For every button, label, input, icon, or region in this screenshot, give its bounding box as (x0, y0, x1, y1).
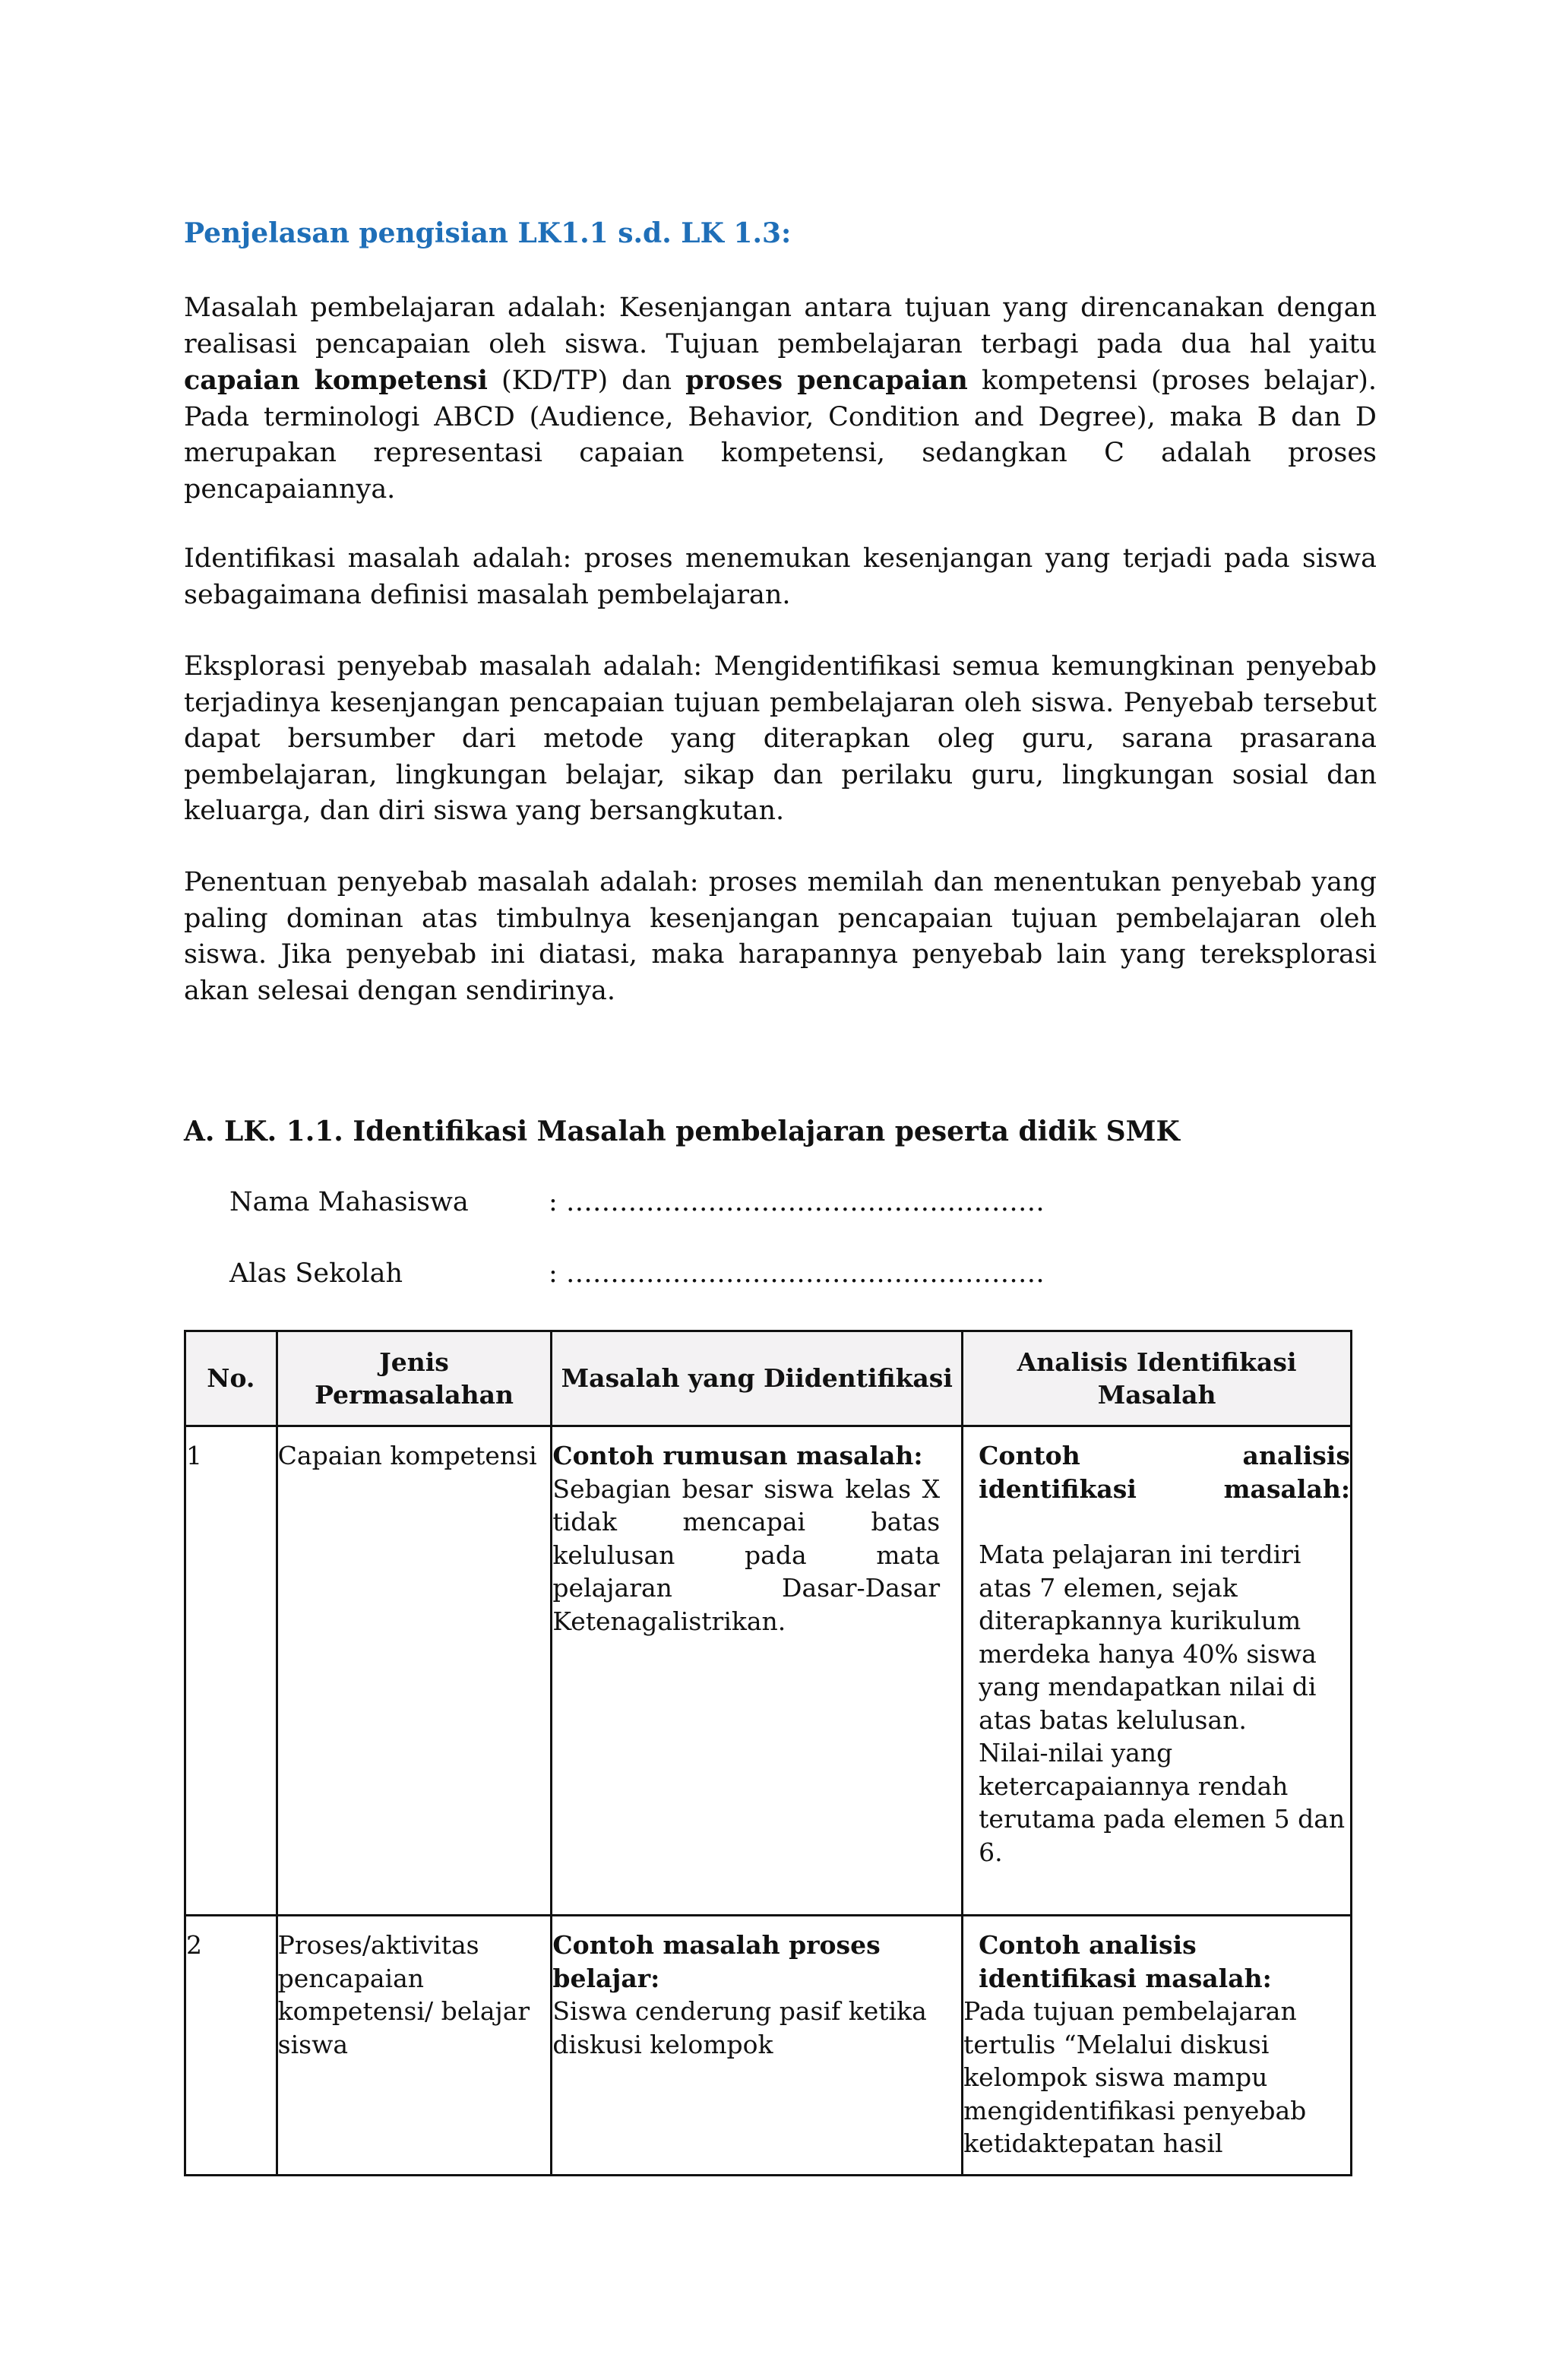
masalah-text: Sebagian besar siswa kelas X tidak mencapai batas kelulusan pada mata pelajaran Dasar-Dasar Ketenagalistrikan. (552, 1473, 941, 1636)
field-value[interactable]: : ……………………………………………… (549, 1258, 1045, 1289)
paragraph-masalah (184, 290, 1377, 508)
table-row (185, 1916, 1352, 2176)
cell-masalah (552, 1426, 963, 1916)
cell-masalah (552, 1916, 963, 2176)
field-nama (229, 1187, 1045, 1217)
paragraph-penentuan: Penentuan penyebab masalah adalah: proses memilah dan menentukan penyebab yang paling dominan atas timbulnya kesenjangan pencapaian tujuan pembelajaran oleh siswa. Jika penyebab ini diatasi, maka harapannya penyebab lain yang tereksplorasi akan selesai dengan sendirinya. (184, 867, 1377, 1006)
header-masalah: Masalah yang Diidentifikasi (552, 1331, 963, 1426)
cell-analisis (963, 1426, 1352, 1916)
paragraph-identifikasi: Identifikasi masalah adalah: proses menemukan kesenjangan yang terjadi pada siswa sebagaimana definisi masalah pembelajaran. (184, 543, 1377, 610)
text: (KD/TP) dan (487, 366, 686, 396)
header-no: No. (185, 1331, 277, 1426)
field-label: Alas Sekolah (229, 1258, 403, 1289)
field-value[interactable]: : ……………………………………………… (549, 1187, 1045, 1217)
analisis-heading: Contoh analisis identifikasi masalah: (979, 1930, 1272, 1993)
analisis-text: Pada tujuan pembelajaran tertulis “Melalui diskusi kelompok siswa mampu mengidentifikasi penyebab ketidaktepatan hasil (963, 1996, 1307, 2158)
bold-text: proses pencapaian (685, 365, 968, 396)
header-jenis: Jenis Permasalahan (277, 1331, 552, 1426)
table-header (185, 1331, 1352, 1426)
section-heading: A. LK. 1.1. Identifikasi Masalah pembelajaran peserta didik SMK (184, 1116, 1180, 1147)
masalah-heading: Contoh masalah proses belajar: (552, 1930, 881, 1993)
analisis-heading: Contoh analisis identifikasi masalah: (979, 1441, 1350, 1504)
cell-jenis: Capaian kompetensi (277, 1426, 552, 1916)
bold-text: capaian kompetensi (184, 365, 488, 396)
cell-jenis: Proses/aktivitas pencapaian kompetensi/ belajar siswa (277, 1916, 552, 2176)
text: kompetensi (proses belajar). Pada terminologi ABCD (Audience, Behavior, Condition and Degree), maka B dan D merupakan representasi capaian kompetensi, sedangkan C adalah proses pencapaiannya. (184, 366, 1377, 505)
cell-no: 1 (185, 1426, 277, 1916)
paragraph-eksplorasi: Eksplorasi penyebab masalah adalah: Mengidentifikasi semua kemungkinan penyebab terjadinya kesenjangan pencapaian tujuan pembelajaran oleh siswa. Penyebab tersebut dapat bersumber dari metode yang diterapkan oleg guru, sarana prasarana pembelajaran, lingkungan belajar, sikap dan perilaku guru, lingkungan sosial dan keluarga, dan diri siswa yang bersangkutan. (184, 651, 1377, 826)
cell-no: 2 (185, 1916, 277, 2176)
table-row (185, 1426, 1352, 1916)
lk-table (184, 1330, 1352, 2176)
field-sekolah (229, 1258, 1045, 1289)
analisis-text: Mata pelajaran ini terdiri atas 7 elemen, sejak diterapkannya kurikulum merdeka hanya 40% siswa yang mendapatkan nilai di atas batas kelulusan. (979, 1540, 1317, 1735)
header-analisis: Analisis Identifikasi Masalah (963, 1331, 1352, 1426)
masalah-text: Siswa cenderung pasif ketika diskusi kelompok (552, 1996, 927, 2059)
text: Masalah pembelajaran adalah: Kesenjangan antara tujuan yang direncanakan dengan realisasi pencapaian oleh siswa. Tujuan pembelajaran terbagi pada dua hal yaitu (184, 293, 1377, 359)
field-label: Nama Mahasiswa (229, 1187, 469, 1217)
analisis-text: Nilai-nilai yang ketercapaiannya rendah terutama pada elemen 5 dan 6. (979, 1738, 1346, 1867)
cell-analisis (963, 1916, 1352, 2176)
doc-title: Penjelasan pengisian LK1.1 s.d. LK 1.3: (184, 217, 792, 249)
masalah-heading: Contoh rumusan masalah: (552, 1441, 923, 1470)
